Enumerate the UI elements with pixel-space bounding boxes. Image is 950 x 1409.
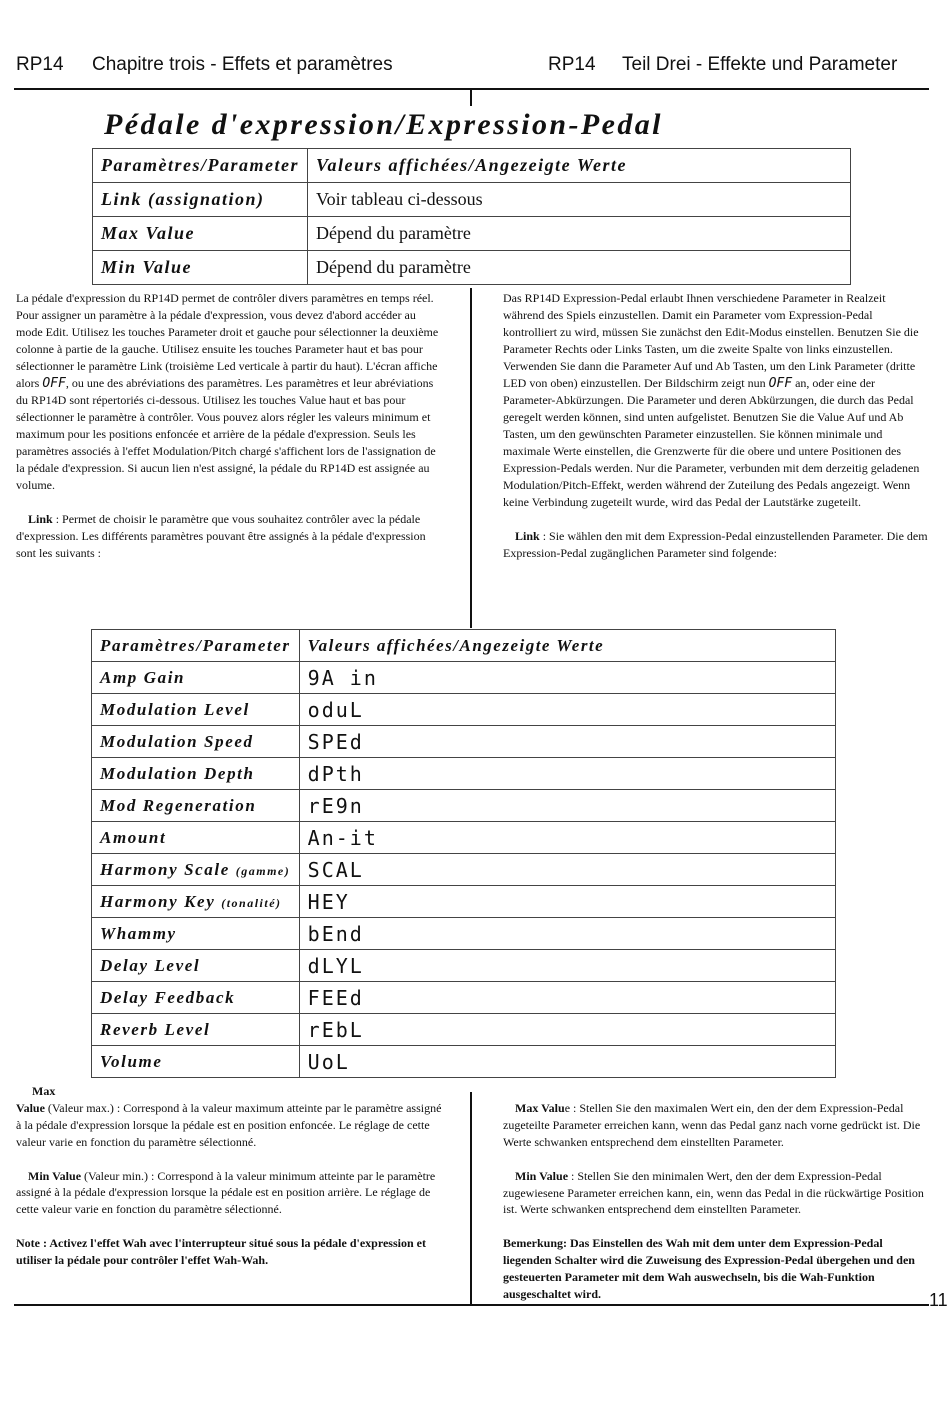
table-row [92, 950, 836, 982]
display-abbreviation: FEEd [299, 982, 835, 1014]
display-abbreviation: rEbL [299, 1014, 835, 1046]
de-link-paragraph: Link : Sie wählen den mit dem Expression-Pedal einzustellenden Parameter. Die dem Expression-Pedal zugänglichen Parameter sind folgende: [503, 528, 928, 560]
fr-note: Note : Activez l'effet Wah avec l'interrupteur situé sous la pédale d'expression et utiliser la pédale pour contrôler l'effet Wah-Wah. [16, 1236, 426, 1268]
param-name: Harmony Key (tonalité) [92, 886, 300, 918]
table-row [92, 694, 836, 726]
display-abbreviation: rE9n [299, 790, 835, 822]
header-tick [470, 90, 472, 106]
column-divider [470, 1092, 472, 1304]
column-divider [470, 288, 472, 628]
page-title: Pédale d'expression/Expression-Pedal [104, 108, 663, 141]
param-name: Reverb Level [92, 1014, 300, 1046]
min-label: Min Value [28, 1168, 82, 1183]
param-name: Modulation Depth [92, 758, 300, 790]
param-name: Amp Gain [92, 662, 300, 694]
link-parameters-table [91, 629, 836, 1078]
page-number: 11 [929, 1290, 948, 1310]
led-display-off: OFF [768, 375, 793, 391]
de-intro-text [503, 290, 928, 561]
table-header-cell: Paramètres/Parameter [93, 149, 308, 183]
param-name: Harmony Scale (gamme) [92, 854, 300, 886]
link-label: Link [515, 528, 540, 543]
header-model-right: RP14 [548, 54, 596, 75]
table-row [92, 822, 836, 854]
footer-rule [14, 1304, 929, 1306]
fr-link-paragraph: Link : Permet de choisir le paramètre que vous souhaitez contrôler avec la pédale d'expression. Les différents paramètres pouvant être assignés à la pédale d'expression sont les suivants : [16, 511, 426, 560]
param-value: Voir tableau ci-dessous [307, 183, 850, 217]
fr-intro-paragraph: La pédale d'expression du RP14D permet de contrôler divers paramètres en temps réel. Pour assigner un paramètre à la pédale d'expression, vous devez d'abord accéder au mode Edit. Utilisez les touches Parameter droit et gauche pour sélectionner la deuxième colonne à partie de la gauche. Utilisez ensuite les touches Parameter haut et bas pour sélectionner le paramètre Link (troisième Led verticale à partir du haut). L'écran affiche alors OFF, ou une des abréviations des paramètres. Les paramètres et leur abréviations du RP14D sont répertoriés ci-dessous. Utilisez les touches Value haut et bas pour sélectionner le paramètre à contrôler. Vous pouvez alors régler les valeurs minimum et maximum pour les positions enfoncée et arrière de la pédale d'expression. Seuls les paramètres associés à l'effet Modulation/Pitch chargé s'affichent lors de l'assignation de la pédale d'expression. Si aucun lien n'est assigné, la pédale du RP14D est assignée au volume. [16, 291, 439, 492]
de-note: Bemerkung: Das Einstellen des Wah mit dem unter dem Expression-Pedal liegenden Schalter wird die Zuweisung des Expression-Pedal übergehen und den gesteuerten Parameter mit dem Wah auswechseln, bis die Wah-Funktion ausgeschaltet wird. [503, 1236, 915, 1301]
table-header-row [92, 630, 836, 662]
table-row [92, 886, 836, 918]
summary-table [92, 148, 851, 285]
table-row [92, 1046, 836, 1078]
table-row [93, 251, 851, 285]
display-abbreviation: An-it [299, 822, 835, 854]
table-header-row [93, 149, 851, 183]
display-abbreviation: dPth [299, 758, 835, 790]
de-min-value-paragraph: Min Value : Stellen Sie den minimalen Wert, den der dem Expression-Pedal zugewiesene Parameter erreichen kann, ein, wenn das Pedal in die rückwärtige Position ist. Werte schwanken entsprechend dem einstellten Parameter. [503, 1168, 924, 1217]
table-row [92, 726, 836, 758]
param-name: Link (assignation) [93, 183, 308, 217]
fr-min-value-paragraph: Min Value (Valeur min.) : Correspond à la valeur minimum atteinte par le paramètre assigné à la pédale d'expression lorsque la pédale est en position arrière. Le réglage de cette valeur varie en fonction du paramètre sélectionné. [16, 1168, 436, 1217]
fr-max-value-paragraph: Max Value (Valeur max.) : Correspond à la valeur maximum atteinte par le paramètre assigné à la pédale d'expression lorsque la pédale est en position enfoncée. Le réglage de cette valeur varie en fonction du paramètre sélectionné. [16, 1083, 446, 1151]
table-header-cell: Valeurs affichées/Angezeigte Werte [307, 149, 850, 183]
param-name: Modulation Speed [92, 726, 300, 758]
de-bottom-text [503, 1100, 927, 1303]
param-name: Max Value [93, 217, 308, 251]
table-row [92, 982, 836, 1014]
max-label: Max Valu [515, 1101, 565, 1115]
param-name: Whammy [92, 918, 300, 950]
min-label: Min Value [515, 1168, 569, 1183]
display-abbreviation: oduL [299, 694, 835, 726]
display-abbreviation: HEY [299, 886, 835, 918]
table-row [92, 1014, 836, 1046]
table-header-cell: Valeurs affichées/Angezeigte Werte [299, 630, 835, 662]
header-chapter-fr: Chapitre trois - Effets et paramètres [92, 54, 393, 75]
table-row [93, 217, 851, 251]
fr-intro-text [16, 290, 440, 561]
header-chapter-de: Teil Drei - Effekte und Parameter [622, 54, 898, 75]
display-abbreviation: 9A in [299, 662, 835, 694]
led-display-off: OFF [42, 375, 66, 391]
param-value: Dépend du paramètre [307, 217, 850, 251]
param-value: Dépend du paramètre [307, 251, 850, 285]
de-intro-paragraph: Das RP14D Expression-Pedal erlaubt Ihnen verschiedene Parameter in Realzeit während des Spiels einzustellen. Damit ein Parameter vom Expression-Pedal kontrolliert zu wird, müssen Sie zunächst den Edit-Modus einstellen. Benutzen Sie die Parameter Rechts oder Links Tasten, um die zweite Spalte von links einzustellen. Verwenden Sie dann die Parameter Auf und Ab Tasten, um den Link Parameter (dritte LED von oben) einzustellen. Der Bildschirm zeigt nun OFF an, oder eine der Parameter-Abkürzungen. Die Parameter und deren Abkürzungen, die durch das Pedal geregelt werden können, sind unten aufgelistet. Benutzen Sie die Value Auf und Ab Tasten, um den gewünschten Parameter einzustellen. Sie können minimale und maximale Werte einstellen, die Grenzwerte für die obere und untere Positionen des Expression-Pedals werden. Nur die Parameter, verbunden mit dem derzeitig geladenen Modulation/Pitch-Effekt, werden während der Zuteilung des Pedals angezeigt. Wenn keine Verbindung zugeteilt wurde, wird das Pedal der Lautstärke zugeteilt. [503, 291, 920, 509]
table-row [92, 854, 836, 886]
max-label: Max [32, 1084, 56, 1098]
display-abbreviation: SCAL [299, 854, 835, 886]
link-label: Link [28, 511, 53, 526]
table-row [93, 183, 851, 217]
fr-bottom-text [16, 1083, 446, 1269]
param-name: Mod Regeneration [92, 790, 300, 822]
display-abbreviation: SPEd [299, 726, 835, 758]
table-row [92, 918, 836, 950]
display-abbreviation: bEnd [299, 918, 835, 950]
param-name: Volume [92, 1046, 300, 1078]
de-max-value-paragraph: Max Value : Stellen Sie den maximalen Wert ein, den der dem Expression-Pedal zugeteilte Parameter erreichen kann, wenn das Pedal ganz nach vorne gedrückt ist. Die Werte schwanken entsprechend dem einstellten Parameter. [503, 1101, 921, 1149]
param-name: Min Value [93, 251, 308, 285]
param-name: Amount [92, 822, 300, 854]
param-name: Delay Level [92, 950, 300, 982]
table-row [92, 758, 836, 790]
header-model-left: RP14 [16, 54, 64, 75]
param-name: Delay Feedback [92, 982, 300, 1014]
table-header-cell: Paramètres/Parameter [92, 630, 300, 662]
display-abbreviation: dLYL [299, 950, 835, 982]
table-row [92, 790, 836, 822]
table-row [92, 662, 836, 694]
display-abbreviation: UoL [299, 1046, 835, 1078]
param-name: Modulation Level [92, 694, 300, 726]
